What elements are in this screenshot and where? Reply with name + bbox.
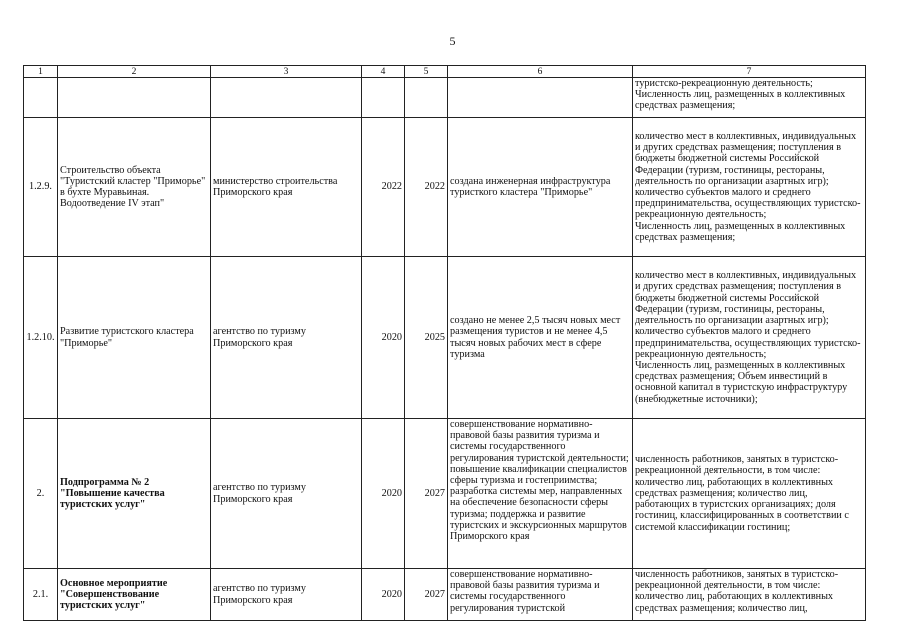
table-row: [24, 257, 866, 419]
table-row: [24, 78, 866, 118]
executor: [211, 78, 362, 118]
row-number: [24, 78, 58, 118]
indicators: количество мест в коллективных, индивидуальных и других средствах размещения; поступления в бюджеты бюджетной системы Российской Федерации (туризм, гостиницы, рестораны, деятельность по организации азартных игр); количество субъектов малого и среднего предпринимательства, осуществляющих туристско-рекреационную деятельность; Численность лиц, размещенных в коллективных средствах размещения; Объем инвестиций в основной капитал в туристскую инфраструктуру (внебюджетные источники);: [633, 257, 866, 419]
indicators: туристско-рекреационную деятельность; Численность лиц, размещенных в коллективных средствах размещения;: [633, 78, 866, 118]
start-year: 2022: [362, 118, 405, 257]
header-row: [24, 66, 866, 78]
column-header-6: 6: [448, 66, 633, 78]
end-year: 2022: [405, 118, 448, 257]
table-row: [24, 569, 866, 621]
row-number: 2.1.: [24, 569, 58, 621]
column-header-2: 2: [58, 66, 211, 78]
table-row: [24, 419, 866, 569]
column-header-7: 7: [633, 66, 866, 78]
executor: агентство по туризму Приморского края: [211, 419, 362, 569]
activity-name: Строительство объекта "Туристский кластер "Приморье" в бухте Муравьиная. Водоотведение IV этап": [58, 118, 211, 257]
end-year: 2027: [405, 569, 448, 621]
column-header-3: 3: [211, 66, 362, 78]
row-number: 2.: [24, 419, 58, 569]
expected-result: создана инженерная инфраструктура туристкого кластера "Приморье": [448, 118, 633, 257]
end-year: [405, 78, 448, 118]
executor: агентство по туризму Приморского края: [211, 569, 362, 621]
indicators: количество мест в коллективных, индивидуальных и других средствах размещения; поступления в бюджеты бюджетной системы Российской Федерации (туризм, гостиницы, рестораны, деятельность по организации азартных игр); количество субъектов малого и среднего предпринимательства, осуществляющих туристско-рекреационную деятельность; Численность лиц, размещенных в коллективных средствах размещения;: [633, 118, 866, 257]
table-row: [24, 118, 866, 257]
expected-result: совершенствование нормативно-правовой базы развития туризма и системы государственного регулирования туристской: [448, 569, 633, 621]
activity-name: Основное мероприятие "Совершенствование туристских услуг": [58, 569, 211, 621]
column-header-5: 5: [405, 66, 448, 78]
activity-name: Развитие туристского кластера "Приморье": [58, 257, 211, 419]
activity-name: [58, 78, 211, 118]
expected-result: [448, 78, 633, 118]
page-number: 5: [449, 34, 456, 48]
subprogram-name: Подпрограмма № 2 "Повышение качества туристских услуг": [58, 419, 211, 569]
start-year: 2020: [362, 569, 405, 621]
column-header-1: 1: [24, 66, 58, 78]
row-number: 1.2.9.: [24, 118, 58, 257]
expected-result: создано не менее 2,5 тысяч новых мест размещения туристов и не менее 4,5 тысяч новых рабочих мест в сфере туризма: [448, 257, 633, 419]
start-year: 2020: [362, 419, 405, 569]
expected-result: совершенствование нормативно-правовой базы развития туризма и системы государственного регулирования туристской деятельности; повышение квалификации специалистов сферы туризма и гостеприимства; разработка системы мер, направленных на обеспечение безопасности сферы туризма; поддержка и развитие туристских и экскурсионных маршрутов Приморского края: [448, 419, 633, 569]
indicators: численность работников, занятых в туристско-рекреационной деятельности, в том числе: количество лиц, работающих в коллективных средствах размещения; количество лиц, работающих в туристских организациях; доля гостиниц, классифицированных в соответствии с системой классификации гостиниц;: [633, 419, 866, 569]
start-year: [362, 78, 405, 118]
indicators: численность работников, занятых в туристско-рекреационной деятельности, в том числе: количество лиц, работающих в коллективных средствах размещения; количество лиц,: [633, 569, 866, 621]
executor: агентство по туризму Приморского края: [211, 257, 362, 419]
end-year: 2025: [405, 257, 448, 419]
executor: министерство строительства Приморского края: [211, 118, 362, 257]
end-year: 2027: [405, 419, 448, 569]
program-table: [23, 65, 866, 621]
row-number: 1.2.10.: [24, 257, 58, 419]
column-header-4: 4: [362, 66, 405, 78]
start-year: 2020: [362, 257, 405, 419]
